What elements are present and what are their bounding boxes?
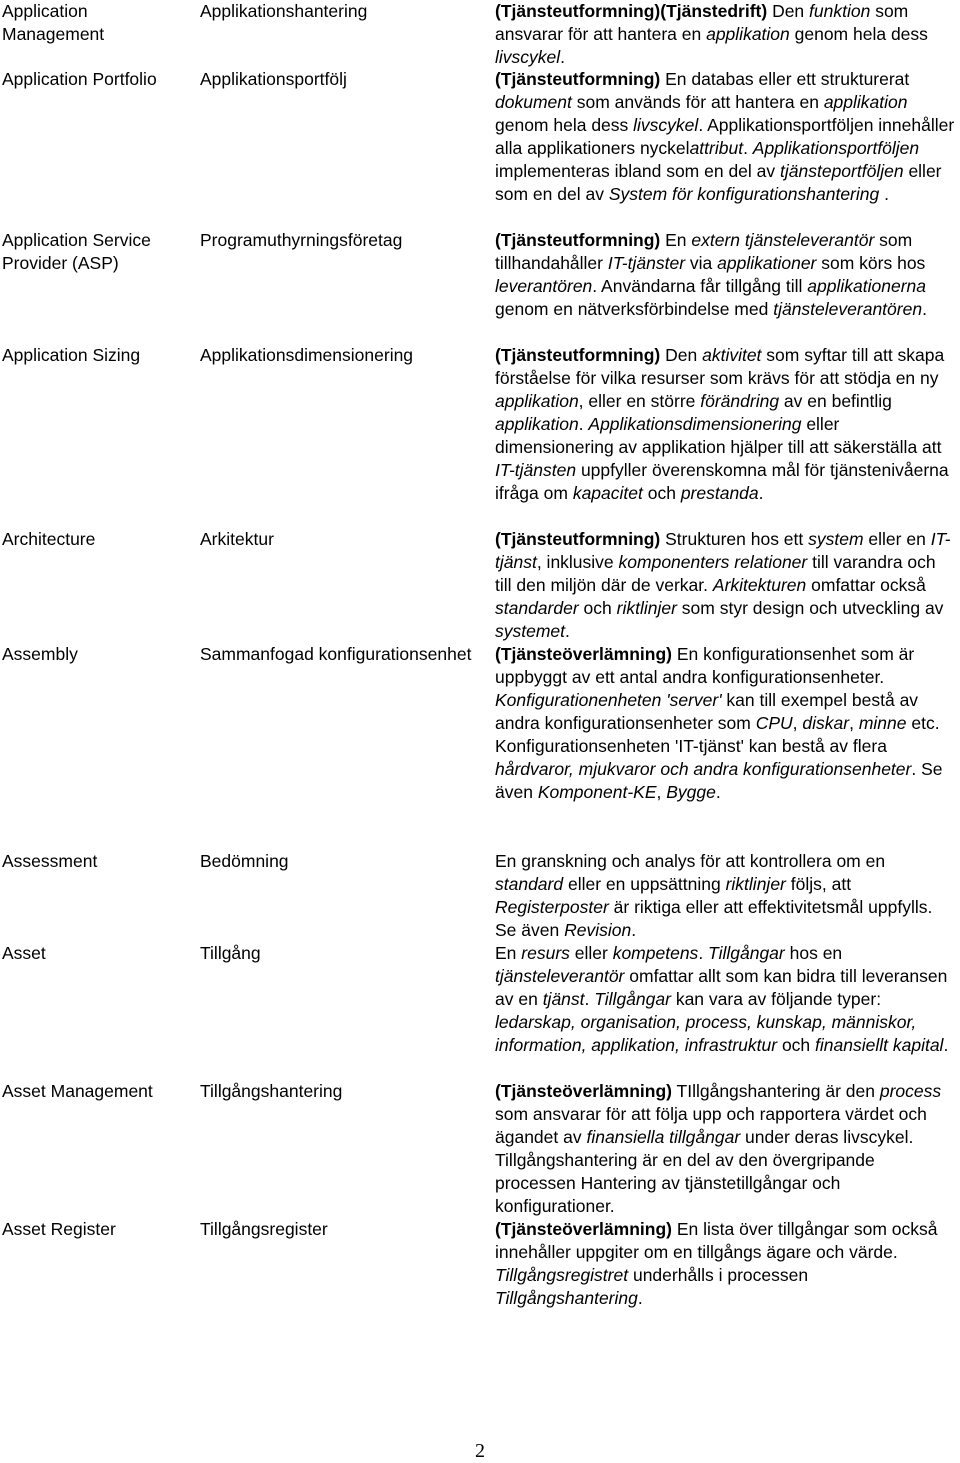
definition-text: och — [642, 483, 681, 503]
definition-text: . — [698, 943, 709, 963]
definition-text: . Se även — [495, 759, 943, 802]
definition-text: eller en uppsättning — [563, 874, 726, 894]
definition-term-ref: hårdvaror, mjukvaror och andra konfigurationsenheter — [495, 759, 912, 779]
term-swedish: Arkitektur — [200, 529, 274, 549]
definition-text: En — [495, 943, 522, 963]
term-swedish: Tillgång — [200, 943, 261, 963]
definition-term-ref: applikation — [706, 24, 790, 44]
term-english: Application Portfolio — [2, 69, 157, 89]
definition-text: . — [715, 782, 721, 802]
definition-text: omfattar också — [806, 575, 926, 595]
definition-text: och — [777, 1035, 816, 1055]
term-swedish: Tillgångshantering — [200, 1081, 343, 1101]
definition-term-ref: resurs — [521, 943, 570, 963]
definition-text: genom hela dess — [495, 115, 634, 135]
definition-category: (Tjänsteöverlämning) — [495, 1081, 672, 1101]
term-english: Architecture — [2, 529, 96, 549]
definition-text: eller dimensionering av applikation hjälper till att säkerställa att — [495, 414, 942, 457]
definition-term-ref: Konfigurationenheten 'server' — [495, 690, 722, 710]
definition-text: . Användarna får tillgång till — [592, 276, 808, 296]
definition-text: som ansvarar för att följa upp och rapportera värdet och ägandet av — [495, 1104, 927, 1147]
definition-term-ref: förändring — [700, 391, 780, 411]
definition-text: Strukturen hos ett — [660, 529, 809, 549]
definition-text: eller som en del av — [495, 161, 942, 204]
term-english: Asset — [2, 943, 46, 963]
definition-term-ref: Revision — [564, 920, 632, 940]
definition-text: genom hela dess — [789, 24, 928, 44]
definition-text: via — [685, 253, 718, 273]
term-definition — [495, 942, 957, 1057]
definition-term-ref: Tillgångar — [594, 989, 671, 1009]
definition-text: som används för att hantera en — [571, 92, 824, 112]
definition-category: (Tjänsteutformning) — [495, 230, 661, 250]
term-definition — [495, 0, 957, 69]
definition-term-ref: tjänst — [542, 989, 585, 1009]
definition-term-ref: Registerposter — [495, 897, 609, 917]
definition-text: , inklusive — [536, 552, 619, 572]
term-english: Assessment — [2, 851, 98, 871]
definition-category: (Tjänsteöverlämning) — [495, 644, 672, 664]
definition-text: som tillhandahåller — [495, 230, 913, 273]
term-english: Application Service Provider (ASP) — [2, 230, 151, 273]
definition-term-ref: leverantören — [495, 276, 593, 296]
definition-term-ref: IT-tjänst — [495, 529, 951, 572]
definition-text: eller — [569, 943, 613, 963]
definition-term-ref: process — [879, 1081, 942, 1101]
definition-term-ref: tjänsteleverantör — [495, 966, 625, 986]
page-number: 2 — [475, 1440, 485, 1462]
definition-term-ref: funktion — [809, 1, 871, 21]
definition-term-ref: standard — [495, 874, 564, 894]
definition-text: kan vara av följande typer: — [670, 989, 882, 1009]
definition-term-ref: komponenters relationer — [618, 552, 808, 572]
term-definition — [495, 1218, 957, 1310]
definition-text: Den — [767, 1, 810, 21]
definition-text: , — [849, 713, 859, 733]
definition-term-ref: attribut — [689, 138, 744, 158]
definition-category: (Tjänsteutformning) — [495, 69, 661, 89]
definition-text: omfattar allt som kan bidra till leveransen av en — [495, 966, 948, 1009]
definition-text: underhålls i processen — [628, 1265, 809, 1285]
definition-text: . — [565, 621, 570, 641]
definition-term-ref: tjänsteleverantören — [773, 299, 923, 319]
definition-text: , eller en större — [578, 391, 701, 411]
definition-term-ref: IT-tjänsten — [495, 460, 577, 480]
term-english: Asset Register — [2, 1219, 116, 1239]
definition-term-ref: IT-tjänster — [607, 253, 686, 273]
definition-term-ref: Tillgångar — [708, 943, 785, 963]
definition-term-ref: minne — [858, 713, 907, 733]
definition-term-ref: finansiella tillgångar — [586, 1127, 741, 1147]
term-definition — [495, 344, 957, 505]
definition-text: som ansvarar för att hantera en — [495, 1, 909, 44]
definition-term-ref: CPU — [755, 713, 793, 733]
definition-term-ref: applikation — [495, 391, 579, 411]
definition-term-ref: Tillgångsregistret — [495, 1265, 629, 1285]
term-definition — [495, 528, 957, 643]
definition-category: (Tjänsteutformning)(Tjänstedrift) — [495, 1, 768, 21]
definition-term-ref: applikationer — [717, 253, 817, 273]
definition-text: är riktiga eller att effektivitetsmål uppfylls. Se även — [495, 897, 933, 940]
definition-text: eller en — [863, 529, 931, 549]
definition-text: En konfigurationsenhet som är uppbyggt av ett antal andra konfigurationsenheter. — [495, 644, 915, 687]
definition-text: implementeras ibland som en del av — [495, 161, 781, 181]
definition-term-ref: Applikationsportföljen — [752, 138, 920, 158]
definition-text: följs, att — [785, 874, 852, 894]
definition-text: kan till exempel bestå av andra konfigurationsenheter som — [495, 690, 919, 733]
definition-term-ref: finansiellt kapital — [815, 1035, 944, 1055]
definition-term-ref: applikation — [495, 414, 579, 434]
definition-term-ref: applikation — [823, 92, 908, 112]
definition-text: . — [743, 138, 753, 158]
definition-text: TIllgångshantering är den — [671, 1081, 880, 1101]
definition-term-ref: livscykel — [633, 115, 699, 135]
definition-text: . — [637, 1288, 643, 1308]
definition-text: till varandra och till den miljön där de verkar. — [495, 552, 936, 595]
definition-text: . — [922, 299, 927, 319]
definition-term-ref: dokument — [495, 92, 572, 112]
term-swedish: Sammanfogad konfigurationsenhet — [200, 644, 472, 664]
definition-term-ref: Tillgångshantering — [495, 1288, 638, 1308]
definition-term-ref: system — [808, 529, 864, 549]
definition-text: . — [560, 47, 566, 67]
term-swedish: Applikationsportfölj — [200, 69, 347, 89]
term-english: Application Sizing — [2, 345, 141, 365]
definition-term-ref: Arkitekturen — [712, 575, 807, 595]
definition-text: En lista över tillgångar som också innehåller uppgiter om en tillgångs ägare och värde. — [495, 1219, 938, 1262]
definition-text: uppfyller överenskomna mål för tjänstenivåerna ifråga om — [495, 460, 949, 503]
definition-text: . Applikationsportföljen innehåller alla applikationers nyckel — [495, 115, 955, 158]
definition-term-ref: kapacitet — [572, 483, 643, 503]
definition-text: En granskning och analys för att kontrollera om en — [495, 851, 886, 871]
definition-text: . — [943, 1035, 949, 1055]
definition-term-ref: riktlinjer — [725, 874, 786, 894]
definition-text: . — [584, 989, 595, 1009]
term-definition — [495, 229, 957, 321]
definition-text: En — [660, 230, 692, 250]
definition-term-ref: ledarskap, organisation, process, kunskap, människor, information, applikation, infrastruktur — [495, 1012, 917, 1055]
definition-term-ref: System för konfigurationshantering — [608, 184, 880, 204]
definition-text: som syftar till att skapa förståelse för vilka resurser som krävs för att stödja en ny — [495, 345, 945, 388]
definition-text: etc. Konfigurationsenheten 'IT-tjänst' kan bestå av flera — [495, 713, 940, 756]
term-swedish: Programuthyrningsföretag — [200, 230, 403, 250]
definition-term-ref: aktivitet — [702, 345, 762, 365]
definition-term-ref: kompetens — [612, 943, 699, 963]
definition-text: . — [879, 184, 889, 204]
term-english: Application Management — [2, 1, 105, 44]
definition-text: som körs hos — [816, 253, 926, 273]
term-swedish: Applikationsdimensionering — [200, 345, 414, 365]
term-definition — [495, 68, 957, 206]
definition-text: , — [656, 782, 667, 802]
term-definition — [495, 643, 957, 804]
definition-category: (Tjänsteöverlämning) — [495, 1219, 672, 1239]
definition-text: som styr design och utveckling av — [676, 598, 944, 618]
term-swedish: Tillgångsregister — [200, 1219, 328, 1239]
definition-term-ref: applikationerna — [807, 276, 926, 296]
definition-text: En databas eller ett strukturerat — [660, 69, 910, 89]
definition-term-ref: Komponent-KE — [537, 782, 657, 802]
term-definition — [495, 1080, 957, 1218]
definition-term-ref: Applikationsdimensionering — [588, 414, 802, 434]
definition-text: av en befintlig — [779, 391, 892, 411]
definition-term-ref: riktlinjer — [616, 598, 677, 618]
term-definition — [495, 850, 957, 942]
definition-text: hos en — [784, 943, 843, 963]
definition-text: genom en nätverksförbindelse med — [495, 299, 774, 319]
definition-term-ref: diskar — [802, 713, 850, 733]
definition-term-ref: extern tjänsteleverantör — [691, 230, 875, 250]
definition-text: . — [631, 920, 637, 940]
definition-text: , — [792, 713, 803, 733]
term-swedish: Bedömning — [200, 851, 289, 871]
definition-text: under deras livscykel. Tillgångshantering är en del av den övergripande processen Hantering av tjänstetillgångar och konfigurationer. — [495, 1127, 914, 1216]
term-english: Assembly — [2, 644, 78, 664]
definition-term-ref: Bygge — [666, 782, 716, 802]
definition-text: och — [578, 598, 617, 618]
term-english: Asset Management — [2, 1081, 153, 1101]
definition-term-ref: systemet — [495, 621, 566, 641]
definition-term-ref: livscykel — [495, 47, 561, 67]
definition-text: Den — [660, 345, 703, 365]
definition-text: . — [578, 414, 589, 434]
definition-category: (Tjänsteutformning) — [495, 345, 661, 365]
term-swedish: Applikationshantering — [200, 1, 368, 21]
definition-term-ref: tjänsteportföljen — [780, 161, 904, 181]
definition-category: (Tjänsteutformning) — [495, 529, 661, 549]
definition-text: . — [758, 483, 764, 503]
definition-term-ref: prestanda — [680, 483, 759, 503]
definition-term-ref: standarder — [495, 598, 579, 618]
